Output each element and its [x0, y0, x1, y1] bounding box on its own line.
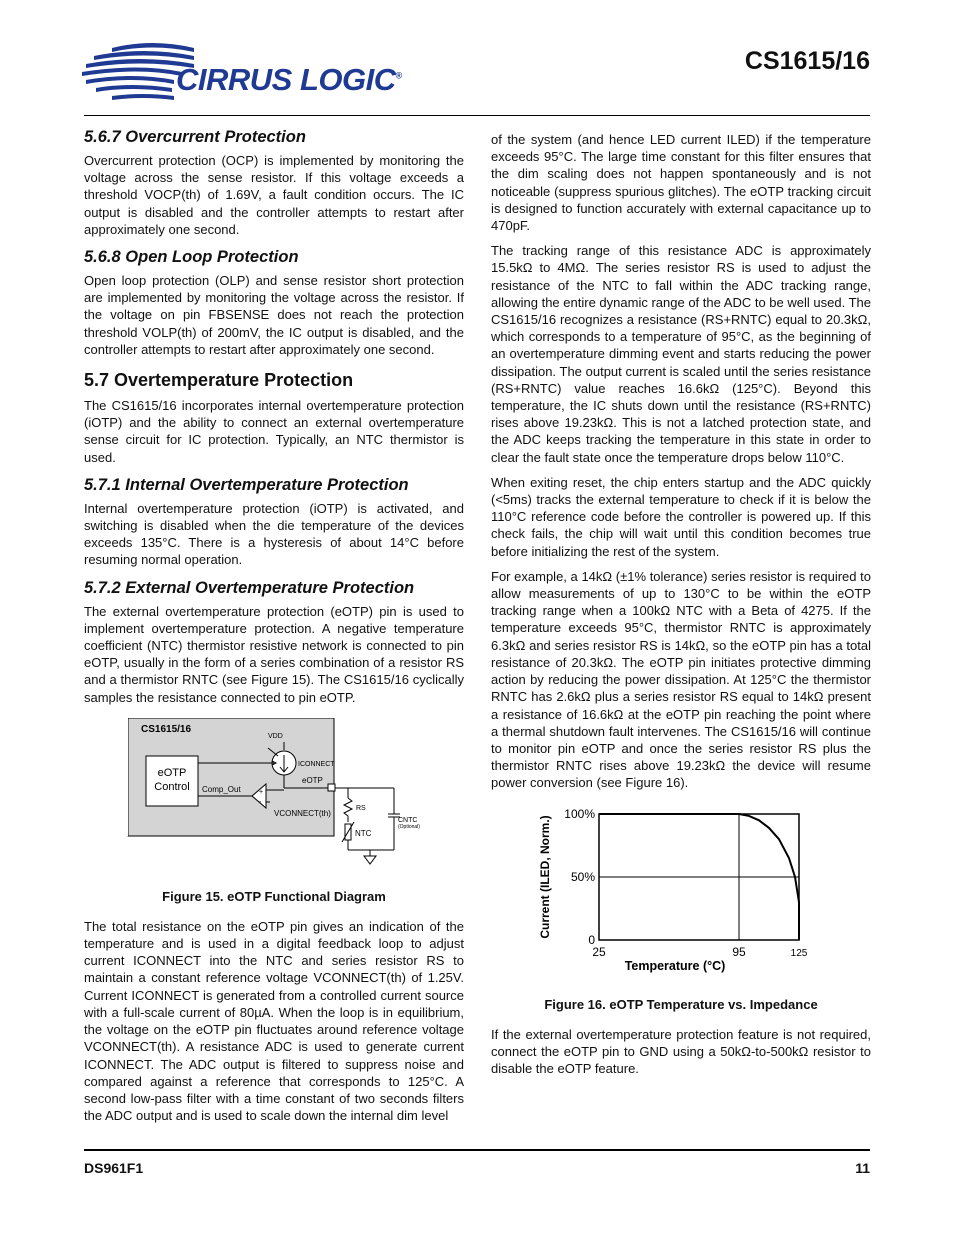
section-5-7-title: 5.7 Overtemperature Protection	[84, 370, 354, 391]
svg-text:eOTP: eOTP	[157, 766, 187, 779]
exiting-reset-paragraph: When exiting reset, the chip enters startup and the ADC quickly (<5ms) tracks the external temperature to check if it is below the 110°C reference code before the controller is powered up. If this check fails, the chip will wait until this condition becomes true before initializing the rest of the system.	[491, 474, 871, 559]
header-rule	[84, 115, 870, 116]
comp-out-label: Comp_Out	[202, 784, 241, 794]
disable-eotp-paragraph: If the external overtemperature protection feature is not required, connect the eOTP pin to GND using a 50kΩ-to-500kΩ resistor to disable the eOTP feature.	[491, 1026, 871, 1076]
part-number: CS1615/16	[744, 47, 870, 75]
figure-15-caption: Figure 15. eOTP Functional Diagram	[162, 888, 386, 904]
chart-xlabel: Temperature (°C)	[624, 958, 726, 973]
x-tick-label: 125	[790, 947, 808, 959]
chip-label: CS1615/16	[141, 723, 192, 735]
y-tick-label: 50%	[570, 869, 595, 884]
x-tick-label: 25	[592, 944, 606, 959]
left-column	[84, 128, 464, 1132]
svg-text:CNTC: CNTC	[398, 816, 418, 824]
right-column	[491, 131, 871, 1085]
ground-symbol	[364, 856, 376, 864]
section-5-7-body: The CS1615/16 incorporates internal overtemperature protection (iOTP) and the ability to connect an external overtemperature sense circuit for IC protection. Typically, an NTC thermistor is used.	[84, 398, 464, 465]
eotp-functional-diagram	[84, 718, 464, 878]
figure-16-caption: Figure 16. eOTP Temperature vs. Impedance	[544, 996, 818, 1012]
page-number: 11	[855, 1160, 870, 1176]
section-5-6-8-body: Open loop protection (OLP) and sense resistor short protection are implemented by monitoring the voltage across the resistor. If the voltage on pin FBSENSE does not reach the protection threshold VOLP(th) of 200mV, the IC output is disabled, and the controller attempts to restart after approximately one second.	[84, 273, 464, 357]
eotp-temperature-chart	[491, 806, 871, 986]
svg-text:+: +	[259, 788, 264, 796]
section-5-7-2-title: 5.7.2 External Overtemperature Protection	[84, 578, 415, 597]
document-id: DS961F1	[84, 1160, 144, 1176]
y-tick-label: 0	[588, 932, 595, 947]
y-tick-label: 100%	[564, 806, 595, 821]
vconnect-label: VCONNECT(th)	[274, 808, 331, 818]
eotp-pin-label: eOTP	[302, 775, 323, 785]
section-5-7-2-body: The external overtemperature protection (eOTP) pin is used to implement overtemperature protection. A negative temperature coefficient (NTC) thermistor resistive network is connected to pin eOTP, usually in the form of a series combination of a resistor RS and a thermistor RNTC (see Figure 15). The CS1615/16 cyclically samples the resistance connected to pin eOTP.	[84, 603, 464, 705]
section-5-6-8-title: 5.6.8 Open Loop Protection	[84, 248, 299, 267]
section-5-7-1-title: 5.7.1 Internal Overtemperature Protection	[84, 475, 409, 494]
section-5-7-1-body: Internal overtemperature protection (iOTP) is activated, and switching is disabled when the die temperature of the devices exceeds 135°C. There is a hysteresis of about 14°C before resuming normal operation.	[84, 500, 464, 568]
svg-text:Control: Control	[154, 780, 190, 793]
rs-resistor	[344, 798, 352, 822]
filter-paragraph: of the system (and hence LED current ILED) if the temperature exceeds 95°C. The large time constant for this filter ensures that the dim scaling does not happen spontaneously and is not noticeable (suppress spurious glitches). The eOTP tracking circuit is designed to function accurately with external capacitance up to 470pF.	[491, 132, 871, 234]
chart-ylabel: Current (ILED, Norm.)	[538, 814, 552, 939]
example-paragraph: For example, a 14kΩ (±1% tolerance) series resistor is required to allow measurements of up to 130°C to be within the eOTP tracking range when a 100kΩ NTC with a Beta of 4275. If the temperature exceeds 95°C, thermistor RNTC is approximately 6.3kΩ and series resistor RS is 14kΩ, so the eOTP pin has a total resistance of 20.3kΩ. The eOTP pin initiates protective dimming action by reducing the power dissipation. At 125°C the thermistor RNTC has 2.6kΩ plus a series resistor RS equal to 14kΩ present a resistance of 16.6kΩ at the eOTP pin reaching the point where a thermal shutdown fault intervenes. The CS1615/16 will continue to monitor pin eOTP and once the series resistor RS plus the thermistor RNTC rises above 19.23kΩ the device will resume power conversion (see Figure 16).	[491, 568, 871, 791]
svg-text:NTC: NTC	[355, 828, 372, 838]
eotp-pin	[328, 784, 335, 791]
svg-text:(Optional): (Optional)	[398, 823, 420, 830]
x-tick-label: 95	[732, 944, 746, 959]
footer-rule	[84, 1149, 870, 1151]
iconnect-label: ICONNECT	[298, 760, 335, 768]
vdd-label: VDD	[268, 732, 283, 740]
total-resistance-body: The total resistance on the eOTP pin gives an indication of the temperature and is used in a digital feedback loop to adjust current ICONNECT into the NTC and series resistor RS to maintain a constant reference voltage VCONNECT(th) of 1.25V. Current ICONNECT is generated from a controlled current source with a full-scale current of 80µA. When the loop is in equilibrium, the voltage on the eOTP pin fluctuates around reference voltage VCONNECT(th). A resistance ADC is used to generate current ICONNECT. The ADC output is filtered to suppress noise and compared against a reference that corresponds to 125°C. A second low-pass filter with a time constant of two seconds filters the ADC output and is used to scale down the internal dim level	[84, 918, 464, 1124]
tracking-range-paragraph: The tracking range of this resistance ADC is approximately 15.5kΩ to 4MΩ. The series resistor RS is used to adjust the resistance of the NTC to fall within the ADC tracking range, allowing the entire dynamic range of the ADC to be well used. The CS1615/16 recognizes a resistance (RS+RNTC) equal to 20.3kΩ, which corresponds to a temperature of 95°C, as the beginning of an overtemperature dimming event and starts reducing the power dissipation. The output current is scaled until the series resistance (RS+RNTC) value reaches 16.6kΩ (125°C). Beyond this temperature, the IC shuts down until the resistance (RS+RNTC) rises above 19.23kΩ. This is not a latched protection state, and the ADC keeps tracking the temperature in this state in order to clear the fault state once the temperature drops below 110°C.	[491, 243, 871, 465]
svg-text:-: -	[259, 798, 262, 806]
section-5-6-7-title: 5.6.7 Overcurrent Protection	[84, 128, 306, 146]
section-5-6-7-body: Overcurrent protection (OCP) is implemented by monitoring the voltage across the sense resistor. If this voltage exceeds a threshold VOCP(th) of 1.69V, a fault condition occurs. The IC output is disabled and the controller attempts to restart after approximately one second.	[84, 153, 464, 237]
company-logo-text: CIRRUS LOGIC®	[176, 62, 402, 97]
svg-text:RS: RS	[356, 804, 366, 812]
